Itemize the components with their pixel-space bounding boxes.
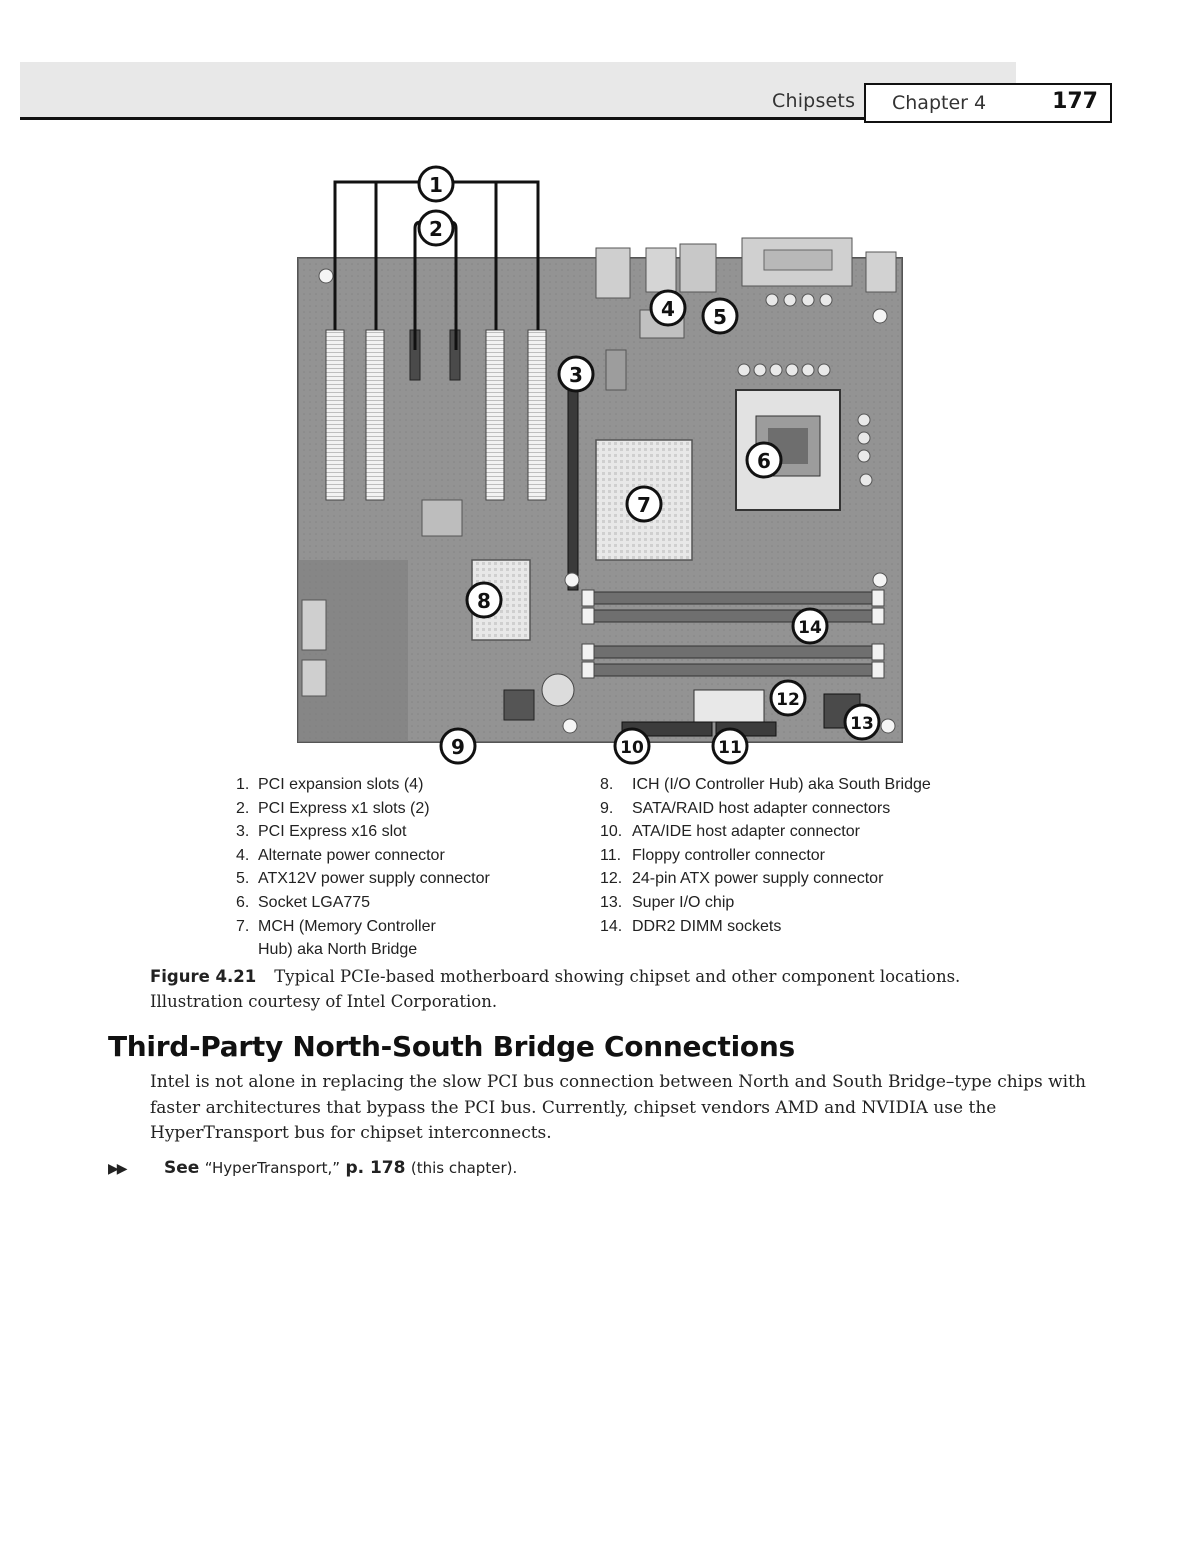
svg-text:2: 2 <box>429 217 443 241</box>
legend-number: 10. <box>600 823 623 841</box>
callout-5 <box>703 299 737 333</box>
svg-text:8: 8 <box>477 589 491 613</box>
callout-9 <box>441 729 475 763</box>
section-heading: Third-Party North-South Bridge Connections <box>108 1030 795 1063</box>
legend-number: 7. <box>236 917 250 935</box>
xref-see-label: See <box>164 1158 200 1178</box>
legend-item <box>600 891 1020 915</box>
legend-label: PCI expansion slots (4) <box>258 776 424 793</box>
running-header-chapter: Chapter 4 <box>892 92 987 114</box>
legend-label: DDR2 DIMM sockets <box>632 917 782 935</box>
legend-item <box>236 867 576 891</box>
legend-number: 4. <box>236 846 250 864</box>
svg-text:14: 14 <box>798 618 822 638</box>
callout-2 <box>419 211 453 245</box>
legend-number: 12. <box>600 870 623 888</box>
xref-page-link[interactable]: p. 178 <box>345 1158 406 1178</box>
legend-item <box>236 844 576 868</box>
legend-label: ATX12V power supply connector <box>258 870 490 888</box>
legend-label: Alternate power connector <box>258 846 445 864</box>
figure-caption-text: Typical PCIe-based motherboard showing chipset and other component locations. Illustration courtesy of Intel Corporation. <box>150 967 961 1011</box>
figure-legend-left <box>236 773 576 962</box>
callout-4 <box>651 291 685 325</box>
legend-label: MCH (Memory Controller Hub) aka North Bridge <box>258 917 436 959</box>
legend-number: 1. <box>236 776 250 793</box>
xref-target: “HyperTransport,” <box>204 1159 341 1177</box>
legend-label: ATA/IDE host adapter connector <box>632 823 860 841</box>
callout-7 <box>627 487 661 521</box>
legend-label: Super I/O chip <box>632 893 735 911</box>
figure-legend-right <box>600 773 1020 938</box>
callout-1 <box>419 167 453 201</box>
legend-item <box>600 867 1020 891</box>
svg-text:6: 6 <box>757 449 771 473</box>
legend-label: 24-pin ATX power supply connector <box>632 870 884 888</box>
motherboard-illustration <box>290 160 910 770</box>
svg-text:9: 9 <box>451 735 465 759</box>
figure-caption-label: Figure 4.21 <box>150 967 257 986</box>
legend-label: PCI Express x16 slot <box>258 823 407 841</box>
legend-number: 6. <box>236 893 250 911</box>
callout-3 <box>559 357 593 391</box>
legend-number: 13. <box>600 893 623 911</box>
legend-label: Floppy controller connector <box>632 846 825 864</box>
svg-text:11: 11 <box>718 738 742 758</box>
svg-text:12: 12 <box>776 690 800 710</box>
legend-item <box>600 915 1020 939</box>
double-arrow-icon: ▶▶ <box>108 1161 126 1177</box>
running-header-box <box>864 83 1112 123</box>
callout-6 <box>747 443 781 477</box>
cross-reference <box>108 1158 517 1178</box>
page-number: 177 <box>1052 89 1098 114</box>
legend-item <box>236 915 576 962</box>
legend-label: Socket LGA775 <box>258 893 371 911</box>
legend-item <box>600 773 1020 797</box>
figure-caption <box>150 964 1050 1014</box>
callout-12 <box>771 681 805 715</box>
legend-number: 3. <box>236 823 250 841</box>
legend-item <box>236 820 576 844</box>
legend-number: 8. <box>600 776 614 793</box>
legend-item <box>600 820 1020 844</box>
callout-8 <box>467 583 501 617</box>
legend-number: 9. <box>600 799 614 817</box>
callout-13 <box>845 705 879 739</box>
running-header-section: Chipsets <box>772 90 856 112</box>
legend-item <box>600 844 1020 868</box>
legend-label: ICH (I/O Controller Hub) aka South Bridge <box>632 776 931 793</box>
body-paragraph: Intel is not alone in replacing the slow PCI bus connection between North and South Bridge–type chips with faster architectures that bypass the PCI bus. Currently, chipset vendors AMD and NVIDIA use the HyperTransport bus for chipset interconnects. <box>150 1072 1086 1143</box>
legend-label: SATA/RAID host adapter connectors <box>632 799 891 817</box>
callout-14 <box>793 609 827 643</box>
callout-10 <box>615 729 649 763</box>
legend-number: 2. <box>236 799 250 817</box>
legend-number: 5. <box>236 870 250 888</box>
motherboard-figure <box>290 160 910 770</box>
svg-text:7: 7 <box>637 493 651 517</box>
legend-item <box>236 797 576 821</box>
svg-text:3: 3 <box>569 363 583 387</box>
legend-item <box>236 773 576 797</box>
svg-text:4: 4 <box>661 297 675 321</box>
legend-number: 11. <box>600 846 622 864</box>
legend-item <box>600 797 1020 821</box>
legend-number: 14. <box>600 917 623 935</box>
legend-label: PCI Express x1 slots (2) <box>258 799 430 817</box>
svg-text:1: 1 <box>429 173 443 197</box>
svg-text:5: 5 <box>713 305 727 329</box>
header-rule <box>20 117 866 120</box>
legend-item <box>236 891 576 915</box>
svg-text:13: 13 <box>850 714 874 734</box>
callout-11 <box>713 729 747 763</box>
svg-text:10: 10 <box>620 738 644 758</box>
xref-note: (this chapter). <box>410 1159 518 1177</box>
